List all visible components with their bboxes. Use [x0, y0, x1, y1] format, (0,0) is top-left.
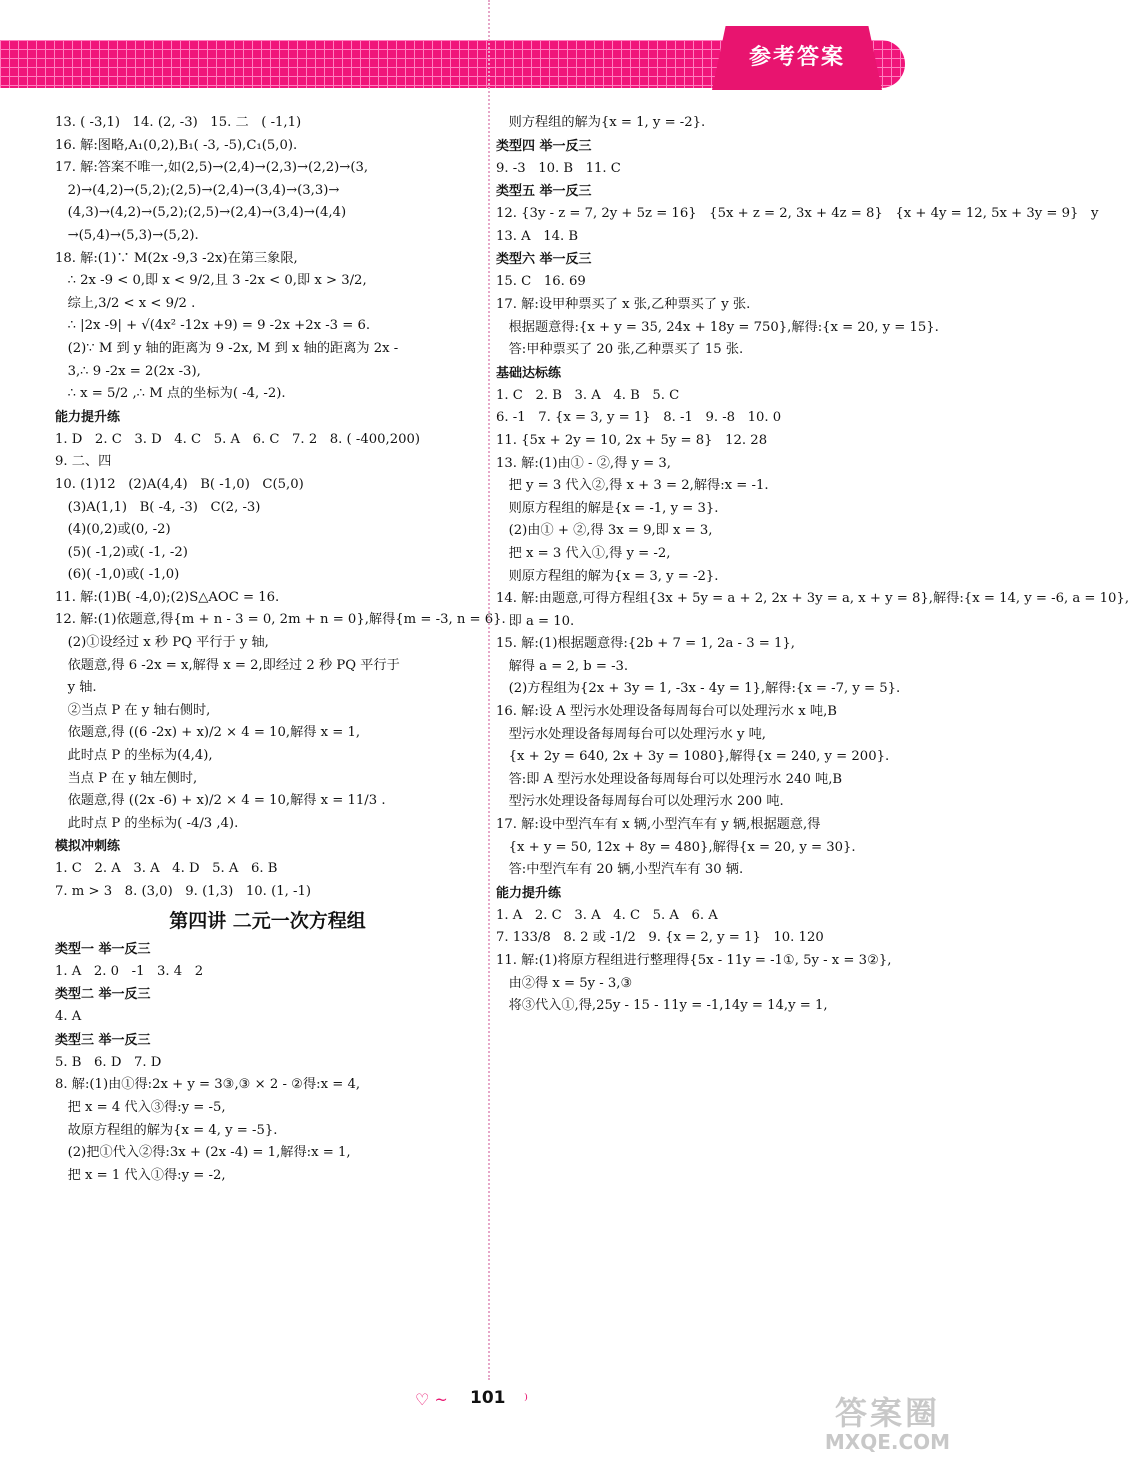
answer-line: 9. -3 10. B 11. C	[496, 160, 621, 176]
answer-line: {x + 2y = 640, 2x + 3y = 1080},解得{x = 240, y = 200}.	[496, 749, 890, 765]
answer-line: 12. 解:(1)依题意,得{m + n - 3 = 0, 2m + n = 0},解得{m = -3, n = 6}.	[55, 612, 506, 628]
answer-line: 16. 解:设 A 型污水处理设备每周每台可以处理污水 x 吨,B	[496, 704, 837, 720]
answer-line: 答:即 A 型污水处理设备每周每台可以处理污水 240 吨,B	[496, 771, 843, 787]
answer-line: (2)①设经过 x 秒 PQ 平行于 y 轴,	[55, 635, 269, 651]
answer-line: (5)( -1,2)或( -1, -2)	[55, 544, 188, 560]
section-heading: 类型二 举一反三	[55, 987, 151, 1003]
answer-line: 7. 133/8 8. 2 或 -1/2 9. {x = 2, y = 1} 10. 120	[496, 930, 824, 946]
answer-line: 1. A 2. C 3. A 4. C 5. A 6. A	[496, 907, 718, 923]
right-column	[496, 112, 1129, 1018]
page-ornament-right: ⁾	[524, 1390, 528, 1409]
answer-line: ②当点 P 在 y 轴右侧时,	[55, 702, 211, 718]
watermark	[790, 1395, 985, 1455]
answer-line: (3)A(1,1) B( -4, -3) C(2, -3)	[55, 499, 261, 515]
answer-line: 18. 解:(1)∵ M(2x -9,3 -2x)在第三象限,	[55, 250, 298, 266]
answer-line: 1. C 2. B 3. A 4. B 5. C	[496, 387, 680, 403]
answer-line: 则方程组的解为{x = 1, y = -2}.	[496, 115, 706, 130]
answer-line: (4,3)→(4,2)→(5,2);(2,5)→(2,4)→(3,4)→(4,4)	[55, 205, 347, 221]
answer-line: →(5,4)→(5,3)→(5,2).	[55, 227, 199, 243]
left-column	[55, 112, 506, 1187]
answer-line: {x + y = 50, 12x + 8y = 480},解得{x = 20, y = 30}.	[496, 839, 856, 855]
answer-line: (2)∵ M 到 y 轴的距离为 9 -2x, M 到 x 轴的距离为 2x -	[55, 340, 399, 356]
answer-line: 型污水处理设备每周每台可以处理污水 y 吨,	[496, 726, 766, 742]
answer-line: 答:中型汽车有 20 辆,小型汽车有 30 辆.	[496, 862, 744, 878]
answer-line: 7. m > 3 8. (3,0) 9. (1,3) 10. (1, -1)	[55, 884, 311, 899]
answer-line: 11. 解:(1)将原方程组进行整理得{5x - 11y = -1①, 5y - x = 3②},	[496, 953, 892, 968]
section-heading: 能力提升练	[496, 885, 562, 901]
section-heading: 能力提升练	[55, 409, 121, 425]
answer-line: 把 x = 3 代入①,得 y = -2,	[496, 545, 671, 561]
answer-line: 依题意,得 ((6 -2x) + x)/2 × 4 = 10,解得 x = 1,	[55, 725, 361, 741]
page-number: 101	[470, 1388, 506, 1408]
answer-line: 此时点 P 的坐标为( -4/3 ,4).	[55, 815, 239, 831]
answer-line: 17. 解:设中型汽车有 x 辆,小型汽车有 y 辆,根据题意,得	[496, 817, 821, 833]
answer-line: (2)把①代入②得:3x + (2x -4) = 1,解得:x = 1,	[55, 1145, 351, 1161]
answer-line: 依题意,得 6 -2x = x,解得 x = 2,即经过 2 秒 PQ 平行于	[55, 657, 400, 673]
answer-line: (2)方程组为{2x + 3y = 1, -3x - 4y = 1},解得:{x = -7, y = 5}.	[496, 681, 901, 697]
answer-line: 把 x = 1 代入①得:y = -2,	[55, 1167, 226, 1183]
section-heading: 类型六 举一反三	[496, 252, 592, 268]
answer-line: 6. -1 7. {x = 3, y = 1} 8. -1 9. -8 10. 0	[496, 410, 782, 426]
answer-line: 14. 解:由题意,可得方程组{3x + 5y = a + 2, 2x + 3y = a, x + y = 8},解得:{x = 14, y = -6, a = 10},	[496, 591, 1129, 607]
answer-line: y 轴.	[55, 680, 97, 696]
answer-line: 8. 解:(1)由①得:2x + y = 3③,③ × 2 - ②得:x = 4,	[55, 1077, 361, 1093]
answer-line: (6)( -1,0)或( -1,0)	[55, 567, 180, 583]
answer-line: 1. C 2. A 3. A 4. D 5. A 6. B	[55, 861, 278, 877]
answer-line: 解得 a = 2, b = -3.	[496, 658, 629, 674]
page-ornament-left: ♡ ~	[415, 1390, 448, 1409]
answer-line: 4. A	[55, 1009, 82, 1025]
answer-line: 5. B 6. D 7. D	[55, 1054, 162, 1070]
answer-line: 13. ( -3,1) 14. (2, -3) 15. 二 ( -1,1)	[55, 115, 302, 130]
answer-line: 17. 解:答案不唯一,如(2,5)→(2,4)→(2,3)→(2,2)→(3,	[55, 160, 369, 176]
answer-line: 15. C 16. 69	[496, 274, 586, 290]
answer-line: 型污水处理设备每周每台可以处理污水 200 吨.	[496, 794, 784, 810]
answer-line: 即 a = 10.	[496, 613, 575, 629]
answer-line: 把 y = 3 代入②,得 x + 3 = 2,解得:x = -1.	[496, 478, 769, 494]
answer-line: 则原方程组的解是{x = -1, y = 3}.	[496, 500, 719, 516]
answer-line: 此时点 P 的坐标为(4,4),	[55, 748, 213, 764]
answer-line: 15. 解:(1)根据题意得:{2b + 7 = 1, 2a - 3 = 1},	[496, 636, 795, 652]
answer-line: 12. {3y - z = 7, 2y + 5z = 16} {5x + z = 2, 3x + 4z = 8} {x + 4y = 12, 5x + 3y = 9} y	[496, 206, 1099, 222]
watermark-url: MXQE.COM	[824, 1430, 951, 1454]
answer-line: ∴ |2x -9| + √(4x² -12x +9) = 9 -2x +2x -3 = 6.	[55, 318, 371, 334]
chapter-title: 第四讲 二元一次方程组	[169, 909, 366, 932]
answer-line: 9. 二、四	[55, 454, 112, 470]
answer-line: 16. 解:图略,A₁(0,2),B₁( -3, -5),C₁(5,0).	[55, 137, 298, 153]
header-title: 参考答案	[748, 45, 845, 70]
section-heading: 类型三 举一反三	[55, 1032, 151, 1048]
answer-line: 17. 解:设甲种票买了 x 张,乙种票买了 y 张.	[496, 296, 751, 312]
answer-line: 当点 P 在 y 轴左侧时,	[55, 770, 198, 786]
section-heading: 类型四 举一反三	[496, 138, 592, 154]
answer-line: 综上,3/2 < x < 9/2 .	[55, 295, 196, 311]
answer-line: 故原方程组的解为{x = 4, y = -5}.	[55, 1122, 278, 1138]
answer-line: 根据题意得:{x + y = 35, 24x + 18y = 750},解得:{x = 20, y = 15}.	[496, 319, 939, 335]
answer-line: 依题意,得 ((2x -6) + x)/2 × 4 = 10,解得 x = 11/3 .	[55, 793, 386, 809]
answer-line: 答:甲种票买了 20 张,乙种票买了 15 张.	[496, 342, 744, 358]
answer-line: 10. (1)12 (2)A(4,4) B( -1,0) C(5,0)	[55, 476, 304, 492]
column-divider	[488, 0, 490, 1380]
answer-line: 3,∴ 9 -2x = 2(2x -3),	[55, 363, 201, 379]
answer-line: 将③代入①,得,25y - 15 - 11y = -1,14y = 14,y = 1,	[496, 998, 828, 1014]
answer-line: (2)由① + ②,得 3x = 9,即 x = 3,	[496, 523, 713, 539]
answer-line: 1. D 2. C 3. D 4. C 5. A 6. C 7. 2 8. ( -400,200)	[55, 431, 421, 447]
answer-line: 把 x = 4 代入③得:y = -5,	[55, 1099, 226, 1115]
section-heading: 基础达标练	[496, 365, 562, 381]
answer-line: 11. 解:(1)B( -4,0);(2)S△AOC = 16.	[55, 589, 280, 605]
answer-line: ∴ x = 5/2 ,∴ M 点的坐标为( -4, -2).	[55, 386, 286, 402]
answer-line: 11. {5x + 2y = 10, 2x + 5y = 8} 12. 28	[496, 432, 768, 448]
section-heading: 模拟冲刺练	[55, 839, 121, 855]
answer-line: 1. A 2. 0 -1 3. 4 2	[55, 963, 204, 979]
answer-line: 由②得 x = 5y - 3,③	[496, 975, 633, 991]
section-heading: 类型五 举一反三	[496, 184, 592, 200]
section-heading: 类型一 举一反三	[55, 941, 151, 957]
watermark-logo: 答案圈	[834, 1394, 940, 1432]
answer-line: (4)(0,2)或(0, -2)	[55, 522, 171, 538]
answer-line: 13. A 14. B	[496, 228, 579, 244]
answer-line: 2)→(4,2)→(5,2);(2,5)→(2,4)→(3,4)→(3,3)→	[55, 182, 340, 198]
answer-line: 13. 解:(1)由① - ②,得 y = 3,	[496, 455, 671, 471]
answer-line: 则原方程组的解为{x = 3, y = -2}.	[496, 568, 719, 584]
answer-line: ∴ 2x -9 < 0,即 x < 9/2,且 3 -2x < 0,即 x > 3/2,	[55, 273, 367, 289]
